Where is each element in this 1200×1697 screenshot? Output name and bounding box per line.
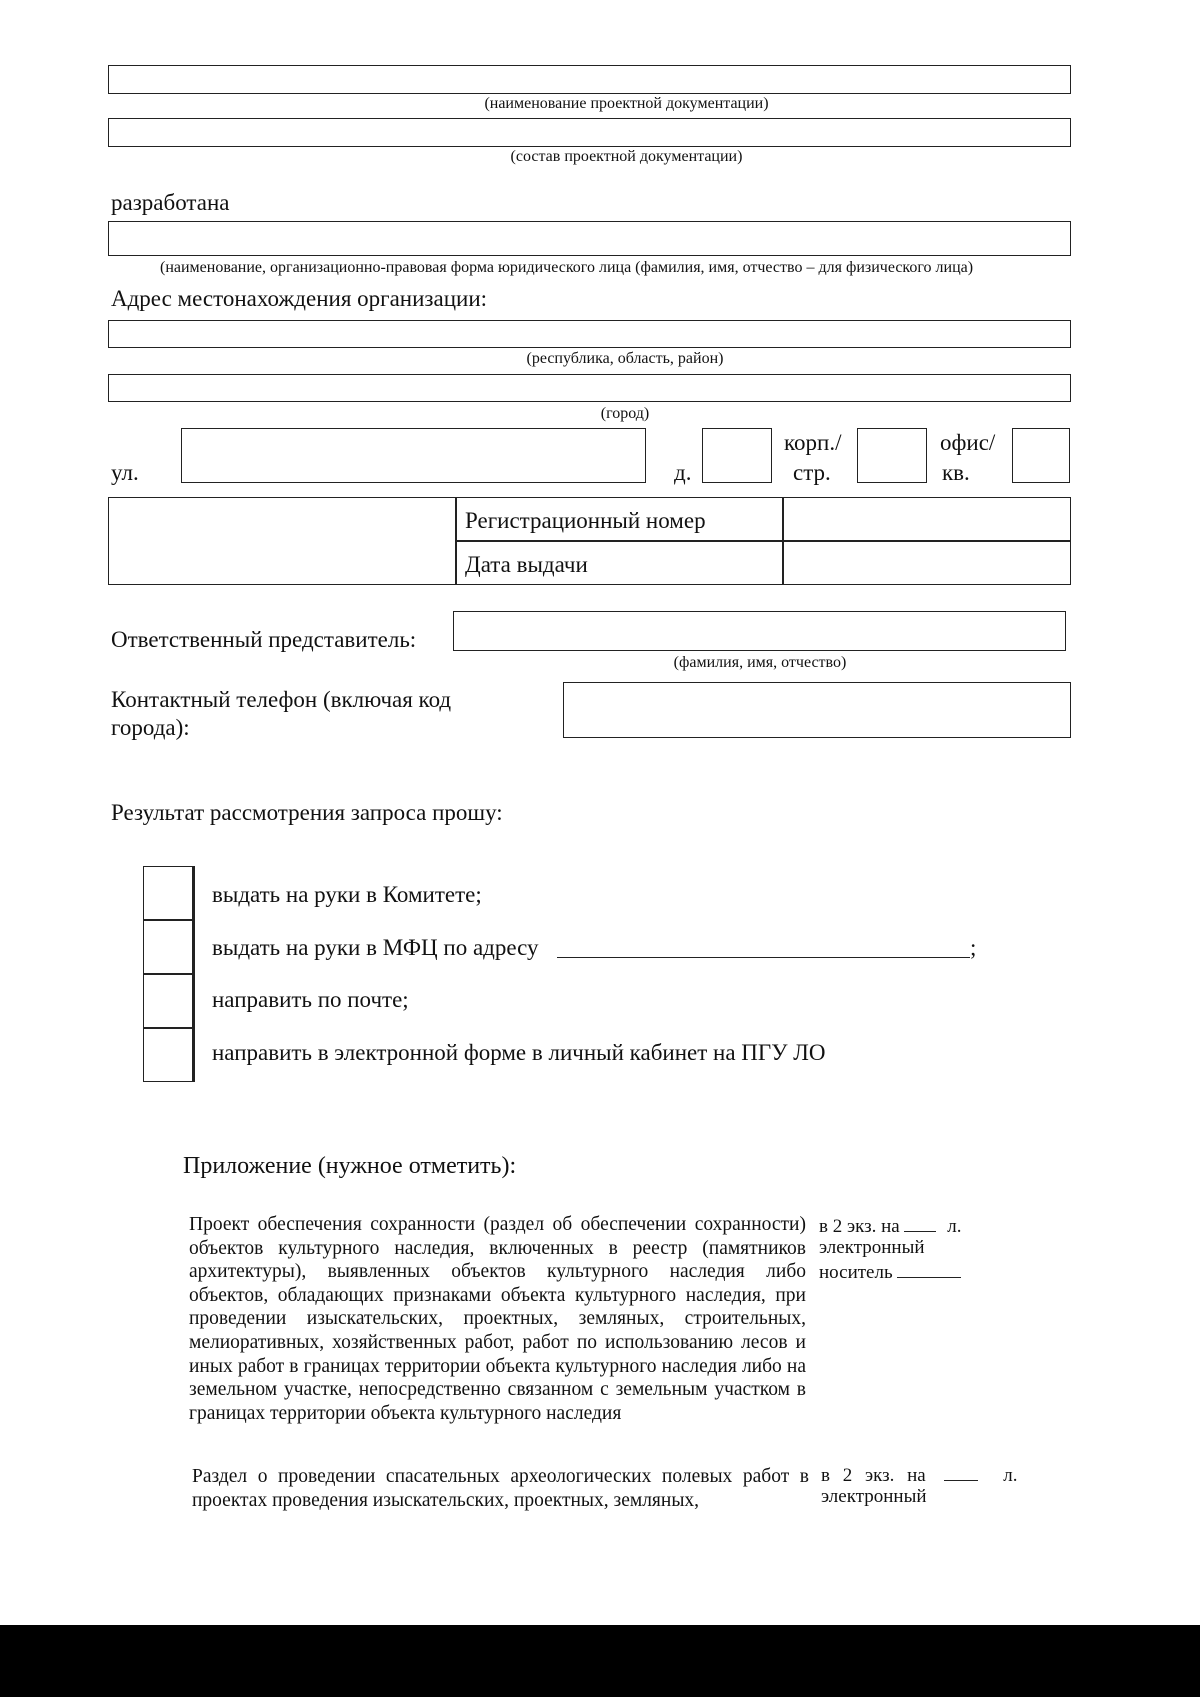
option-mail-checkbox[interactable] — [143, 974, 195, 1028]
project-doc-name-caption: (наименование проектной документации) — [484, 95, 769, 112]
project-doc-name-field[interactable] — [108, 65, 1071, 94]
developer-name-field[interactable] — [108, 221, 1071, 256]
option-electronic-label: направить в электронной форме в личный кабинет на ПГУ ЛО — [212, 1040, 826, 1065]
appendix-item1-text: Проект обеспечения сохранности (раздел об обеспечении сохранности) объектов культурного наследия, включенных в реестр (памятников архитектуры), выявленных объектов культурного наследия либо объектов, обладающих признаками объекта культурного наследия, при проведении изыскательских, проектных, земляных, строительных, мелиоративных, хозяйственных работ, работ по использованию лесов и иных работ в границах территории объекта культурного наследия либо на земельном участке, непосредственно связанном с земельным участком в границах территории объекта культурного наследия — [189, 1214, 806, 1424]
street-label: ул. — [111, 460, 139, 485]
appendix-item1-media-line1: электронный — [819, 1237, 925, 1258]
result-heading: Результат рассмотрения запроса прошу: — [111, 800, 503, 825]
option-mfc-label: выдать на руки в МФЦ по адресу — [212, 935, 539, 960]
option-electronic-checkbox[interactable] — [143, 1028, 195, 1082]
registration-number-field[interactable] — [782, 497, 1071, 542]
house-label: д. — [674, 460, 692, 485]
appendix-item1-media-line2 — [819, 1259, 961, 1284]
building-label-2: стр. — [793, 460, 831, 485]
project-doc-composition-field[interactable] — [108, 118, 1071, 147]
appendix-item2-media-line1: электронный — [821, 1486, 927, 1507]
representative-field[interactable] — [453, 611, 1066, 651]
option-mail-label: направить по почте; — [212, 987, 409, 1012]
mfc-address-line[interactable] — [557, 957, 970, 958]
option-committee-label: выдать на руки в Комитете; — [212, 882, 482, 907]
region-field[interactable] — [108, 320, 1071, 348]
developed-by-label: разработана — [111, 190, 230, 215]
street-field[interactable] — [181, 428, 646, 483]
item2-sheets-unit: л. — [1003, 1465, 1018, 1486]
item1-media-label: носитель — [819, 1262, 893, 1283]
developer-name-caption: (наименование, организационно-правовая форма юридического лица (фамилия, имя, отчество – для физического лица) — [160, 259, 974, 276]
address-heading: Адрес местонахождения организации: — [111, 286, 488, 311]
phone-label-line2: города): — [111, 715, 190, 740]
appendix-item2-copies — [821, 1462, 1017, 1487]
region-caption: (республика, область, район) — [526, 350, 724, 367]
city-caption: (город) — [600, 405, 650, 422]
item2-copies-label: в 2 экз. на — [821, 1465, 926, 1486]
issue-date-label: Дата выдачи — [465, 552, 588, 577]
office-label-2: кв. — [942, 460, 970, 485]
building-field[interactable] — [857, 428, 927, 483]
appendix-item1-copies — [819, 1213, 961, 1238]
option-mfc-checkbox[interactable] — [143, 920, 195, 974]
office-field[interactable] — [1012, 428, 1070, 483]
appendix-heading: Приложение (нужное отметить): — [183, 1153, 517, 1179]
city-field[interactable] — [108, 374, 1071, 402]
office-label-1: офис/ — [940, 430, 996, 455]
mfc-line-end: ; — [970, 935, 977, 960]
registration-number-label: Регистрационный номер — [465, 508, 706, 533]
phone-field[interactable] — [563, 682, 1071, 738]
option-committee-checkbox[interactable] — [143, 866, 195, 920]
registration-empty-cell[interactable] — [108, 497, 457, 585]
issue-date-field[interactable] — [782, 540, 1071, 585]
scan-border — [0, 1625, 1200, 1697]
representative-caption: (фамилия, имя, отчество) — [673, 654, 847, 671]
item1-copies-label: в 2 экз. на — [819, 1216, 900, 1237]
item1-sheets-blank[interactable] — [904, 1213, 936, 1232]
appendix-item2-text: Раздел о проведении спасательных археологических полевых работ в проектах проведения изыскательских, проектных, земляных, — [192, 1466, 809, 1511]
phone-label-line1: Контактный телефон (включая код — [111, 687, 452, 712]
representative-label: Ответственный представитель: — [111, 627, 417, 652]
item2-sheets-blank[interactable] — [944, 1462, 978, 1481]
building-label-1: корп./ — [784, 430, 842, 455]
project-doc-composition-caption: (состав проектной документации) — [510, 148, 743, 165]
item1-sheets-unit: л. — [947, 1216, 962, 1237]
house-field[interactable] — [702, 428, 772, 483]
item1-media-blank[interactable] — [897, 1259, 961, 1278]
